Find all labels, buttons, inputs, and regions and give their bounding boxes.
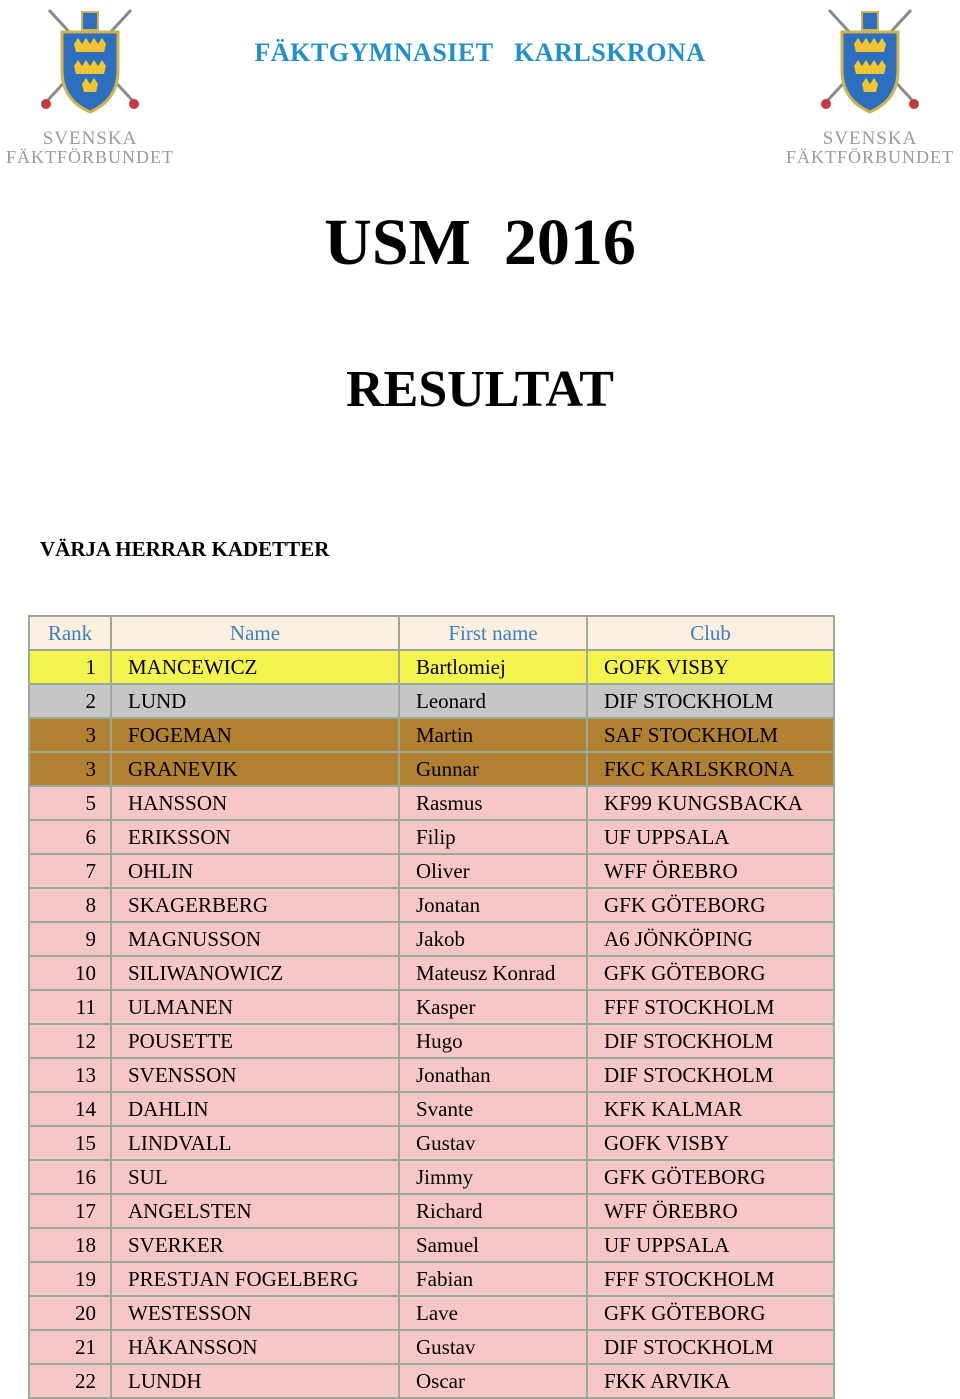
cell-name: SILIWANOWICZ	[111, 956, 399, 990]
cell-first: Lave	[399, 1296, 587, 1330]
table-row	[29, 854, 834, 888]
cell-first: Bartlomiej	[399, 650, 587, 684]
cell-club: KF99 KUNGSBACKA	[587, 786, 834, 820]
cell-first: Gustav	[399, 1126, 587, 1160]
cell-club: GFK GÖTEBORG	[587, 1296, 834, 1330]
cell-name: SVENSSON	[111, 1058, 399, 1092]
table-row	[29, 752, 834, 786]
cell-name: SUL	[111, 1160, 399, 1194]
table-row	[29, 1296, 834, 1330]
federation-name-line2: FÄKTFÖRBUNDET	[785, 147, 954, 167]
cell-name: PRESTJAN FOGELBERG	[111, 1262, 399, 1296]
cell-club: WFF ÖREBRO	[587, 1194, 834, 1228]
cell-rank: 7	[29, 854, 111, 888]
cell-name: LUND	[111, 684, 399, 718]
school-name: FÄKTGYMNASIET KARLSKRONA	[254, 38, 706, 67]
cell-name: DAHLIN	[111, 1092, 399, 1126]
cell-rank: 10	[29, 956, 111, 990]
cell-first: Svante	[399, 1092, 587, 1126]
cell-first: Jonathan	[399, 1058, 587, 1092]
results-heading: RESULTAT	[346, 361, 614, 418]
cell-rank: 14	[29, 1092, 111, 1126]
table-header-row	[29, 616, 834, 650]
cell-rank: 13	[29, 1058, 111, 1092]
cell-name: GRANEVIK	[111, 752, 399, 786]
category-heading: VÄRJA HERRAR KADETTER	[40, 537, 330, 561]
cell-first: Kasper	[399, 990, 587, 1024]
cell-rank: 16	[29, 1160, 111, 1194]
cell-first: Martin	[399, 718, 587, 752]
cell-rank: 8	[29, 888, 111, 922]
cell-first: Rasmus	[399, 786, 587, 820]
cell-rank: 15	[29, 1126, 111, 1160]
cell-rank: 18	[29, 1228, 111, 1262]
cell-first: Jakob	[399, 922, 587, 956]
table-row	[29, 1262, 834, 1296]
table-row	[29, 922, 834, 956]
federation-name-line1: SVENSKA	[822, 128, 918, 149]
cell-name: ULMANEN	[111, 990, 399, 1024]
table-row	[29, 684, 834, 718]
cell-name: MAGNUSSON	[111, 922, 399, 956]
cell-first: Oscar	[399, 1364, 587, 1398]
cell-name: POUSETTE	[111, 1024, 399, 1058]
crest-emblem-icon	[784, 4, 956, 128]
cell-club: KFK KALMAR	[587, 1092, 834, 1126]
header-name: Name	[111, 616, 399, 650]
cell-club: WFF ÖREBRO	[587, 854, 834, 888]
table-row	[29, 1228, 834, 1262]
header-club: Club	[587, 616, 834, 650]
cell-name: LINDVALL	[111, 1126, 399, 1160]
cell-club: FKK ARVIKA	[587, 1364, 834, 1398]
federation-name-line1: SVENSKA	[42, 128, 138, 149]
cell-club: UF UPPSALA	[587, 820, 834, 854]
cell-rank: 3	[29, 718, 111, 752]
table-row	[29, 650, 834, 684]
cell-club: FKC KARLSKRONA	[587, 752, 834, 786]
cell-club: GOFK VISBY	[587, 650, 834, 684]
cell-club: FFF STOCKHOLM	[587, 1262, 834, 1296]
table-row	[29, 1092, 834, 1126]
cell-club: FFF STOCKHOLM	[587, 990, 834, 1024]
cell-name: MANCEWICZ	[111, 650, 399, 684]
cell-club: SAF STOCKHOLM	[587, 718, 834, 752]
table-row	[29, 1160, 834, 1194]
cell-name: SKAGERBERG	[111, 888, 399, 922]
federation-name-line2: FÄKTFÖRBUNDET	[5, 147, 174, 167]
cell-rank: 11	[29, 990, 111, 1024]
table-row	[29, 718, 834, 752]
cell-first: Gustav	[399, 1330, 587, 1364]
cell-name: ERIKSSON	[111, 820, 399, 854]
cell-first: Jimmy	[399, 1160, 587, 1194]
cell-club: DIF STOCKHOLM	[587, 684, 834, 718]
cell-rank: 22	[29, 1364, 111, 1398]
federation-logo-left	[4, 4, 176, 167]
cell-name: HANSSON	[111, 786, 399, 820]
cell-name: ANGELSTEN	[111, 1194, 399, 1228]
header-rank: Rank	[29, 616, 111, 650]
table-row	[29, 1126, 834, 1160]
cell-club: UF UPPSALA	[587, 1228, 834, 1262]
cell-first: Hugo	[399, 1024, 587, 1058]
cell-club: GFK GÖTEBORG	[587, 888, 834, 922]
cell-club: DIF STOCKHOLM	[587, 1330, 834, 1364]
table-row	[29, 956, 834, 990]
cell-rank: 19	[29, 1262, 111, 1296]
table-row	[29, 1194, 834, 1228]
cell-name: OHLIN	[111, 854, 399, 888]
cell-name: SVERKER	[111, 1228, 399, 1262]
cell-name: LUNDH	[111, 1364, 399, 1398]
table-row	[29, 1330, 834, 1364]
cell-rank: 9	[29, 922, 111, 956]
cell-name: WESTESSON	[111, 1296, 399, 1330]
cell-club: GFK GÖTEBORG	[587, 956, 834, 990]
table-row	[29, 1024, 834, 1058]
cell-rank: 12	[29, 1024, 111, 1058]
cell-rank: 3	[29, 752, 111, 786]
cell-first: Jonatan	[399, 888, 587, 922]
results-table	[28, 615, 835, 1399]
cell-name: HÅKANSSON	[111, 1330, 399, 1364]
cell-rank: 6	[29, 820, 111, 854]
cell-first: Samuel	[399, 1228, 587, 1262]
cell-club: DIF STOCKHOLM	[587, 1024, 834, 1058]
cell-rank: 2	[29, 684, 111, 718]
crest-emblem-icon	[4, 4, 176, 128]
header-first-name: First name	[399, 616, 587, 650]
federation-logo-right	[784, 4, 956, 167]
cell-name: FOGEMAN	[111, 718, 399, 752]
table-row	[29, 888, 834, 922]
event-title: USM 2016	[324, 206, 636, 279]
table-row	[29, 990, 834, 1024]
cell-rank: 5	[29, 786, 111, 820]
cell-first: Fabian	[399, 1262, 587, 1296]
cell-first: Richard	[399, 1194, 587, 1228]
cell-first: Gunnar	[399, 752, 587, 786]
cell-first: Leonard	[399, 684, 587, 718]
cell-club: A6 JÖNKÖPING	[587, 922, 834, 956]
table-row	[29, 1058, 834, 1092]
cell-first: Oliver	[399, 854, 587, 888]
cell-rank: 1	[29, 650, 111, 684]
cell-club: DIF STOCKHOLM	[587, 1058, 834, 1092]
cell-club: GOFK VISBY	[587, 1126, 834, 1160]
cell-first: Filip	[399, 820, 587, 854]
cell-rank: 20	[29, 1296, 111, 1330]
table-row	[29, 820, 834, 854]
cell-rank: 17	[29, 1194, 111, 1228]
table-row	[29, 786, 834, 820]
cell-club: GFK GÖTEBORG	[587, 1160, 834, 1194]
cell-rank: 21	[29, 1330, 111, 1364]
cell-first: Mateusz Konrad	[399, 956, 587, 990]
